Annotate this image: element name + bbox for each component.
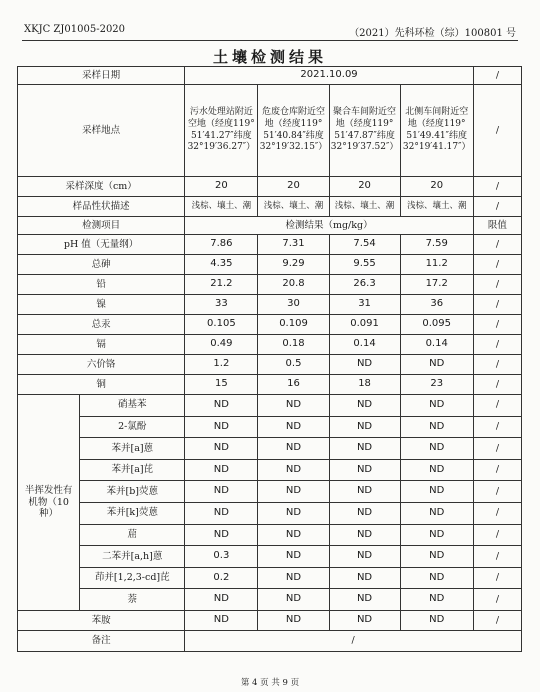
result-value: ND [258, 481, 329, 503]
result-value: ND [400, 438, 473, 460]
item-name: 苯并[k]荧蒽 [80, 502, 185, 524]
result-value: ND [400, 567, 473, 589]
limit-cell: / [473, 177, 521, 197]
result-value: 7.54 [329, 235, 400, 255]
label-test-item: 检测项目 [18, 217, 185, 235]
result-value: ND [400, 481, 473, 503]
result-value: ND [400, 610, 473, 630]
limit-value: / [473, 416, 521, 438]
result-value: ND [329, 546, 400, 568]
row-test-header [18, 217, 522, 235]
item-name: 䓛 [80, 524, 185, 546]
result-value: ND [185, 481, 258, 503]
result-value: ND [400, 589, 473, 611]
item-name: 镉 [18, 335, 185, 355]
label-test-result: 检测结果（mg/kg） [185, 217, 474, 235]
result-value: ND [258, 524, 329, 546]
result-value: ND [400, 459, 473, 481]
result-value: 0.5 [258, 355, 329, 375]
result-value: 9.29 [258, 255, 329, 275]
result-value: ND [185, 502, 258, 524]
group-label: 半挥发性有机物（10种） [18, 395, 80, 611]
result-value: ND [185, 589, 258, 611]
label-remarks: 备注 [18, 630, 185, 651]
table-row [18, 315, 522, 335]
item-name: 苯并[a]芘 [80, 459, 185, 481]
result-value: ND [400, 395, 473, 417]
limit-cell: / [473, 67, 521, 85]
item-name: 苯胺 [18, 610, 185, 630]
desc-3: 浅棕、壤土、潮 [329, 197, 400, 217]
result-value: ND [329, 524, 400, 546]
result-value: 20.8 [258, 275, 329, 295]
result-value: 0.109 [258, 315, 329, 335]
page-header [24, 24, 516, 40]
limit-value: / [473, 546, 521, 568]
result-value: ND [185, 524, 258, 546]
table-row [18, 459, 522, 481]
item-name: 茚并[1,2,3-cd]芘 [80, 567, 185, 589]
result-value: 21.2 [185, 275, 258, 295]
result-value: ND [258, 459, 329, 481]
result-value: 9.55 [329, 255, 400, 275]
item-name: 苯并[b]荧蒽 [80, 481, 185, 503]
item-name: 萘 [80, 589, 185, 611]
location-2: 危废仓库附近空地（经度119° 51′40.84″纬度32°19′32.15″） [258, 85, 329, 177]
result-value: 0.14 [400, 335, 473, 355]
result-value: ND [329, 481, 400, 503]
depth-2: 20 [258, 177, 329, 197]
result-value: 7.86 [185, 235, 258, 255]
result-value: 15 [185, 375, 258, 395]
table-row [18, 524, 522, 546]
table-row [18, 355, 522, 375]
row-sampling-location [18, 85, 522, 177]
report-number: （2021）先科环检（综）100801 号 [349, 28, 516, 39]
table-row [18, 275, 522, 295]
result-value: 0.18 [258, 335, 329, 355]
location-4: 北侧车间附近空地（经度119° 51′49.41″纬度32°19′41.17″） [400, 85, 473, 177]
result-value: 16 [258, 375, 329, 395]
table-row [18, 235, 522, 255]
label-sampling-location: 采样地点 [18, 85, 185, 177]
item-name: 总砷 [18, 255, 185, 275]
item-name: 2-氯酚 [80, 416, 185, 438]
limit-value: / [473, 524, 521, 546]
item-name: 镍 [18, 295, 185, 315]
result-value: ND [400, 355, 473, 375]
result-value: ND [258, 610, 329, 630]
limit-value: / [473, 459, 521, 481]
row-sampling-date [18, 67, 522, 85]
result-value: ND [329, 589, 400, 611]
result-value: 0.14 [329, 335, 400, 355]
result-value: 7.31 [258, 235, 329, 255]
result-value: ND [329, 502, 400, 524]
table-row [18, 589, 522, 611]
depth-3: 20 [329, 177, 400, 197]
limit-value: / [473, 275, 521, 295]
result-value: 0.49 [185, 335, 258, 355]
limit-value: / [473, 335, 521, 355]
result-value: ND [185, 610, 258, 630]
result-value: ND [185, 395, 258, 417]
limit-value: / [473, 395, 521, 417]
desc-4: 浅棕、壤土、潮 [400, 197, 473, 217]
row-remarks [18, 630, 522, 651]
result-value: 30 [258, 295, 329, 315]
result-value: ND [329, 355, 400, 375]
label-sampling-depth: 采样深度（cm） [18, 177, 185, 197]
limit-value: / [473, 355, 521, 375]
table-row [18, 567, 522, 589]
desc-2: 浅棕、壤土、潮 [258, 197, 329, 217]
table-row [18, 610, 522, 630]
label-sampling-date: 采样日期 [18, 67, 185, 85]
result-value: 11.2 [400, 255, 473, 275]
result-value: 26.3 [329, 275, 400, 295]
result-value: ND [329, 610, 400, 630]
limit-value: / [473, 235, 521, 255]
result-value: 7.59 [400, 235, 473, 255]
limit-cell: / [473, 197, 521, 217]
limit-value: / [473, 295, 521, 315]
limit-value: / [473, 567, 521, 589]
result-value: ND [400, 416, 473, 438]
result-value: ND [258, 546, 329, 568]
item-name: 总汞 [18, 315, 185, 335]
table-row [18, 546, 522, 568]
result-value: 0.091 [329, 315, 400, 335]
table-row [18, 438, 522, 460]
doc-code: XKJC ZJ01005-2020 [24, 24, 126, 35]
result-value: 0.2 [185, 567, 258, 589]
item-name: 六价铬 [18, 355, 185, 375]
result-value: 17.2 [400, 275, 473, 295]
result-value: 1.2 [185, 355, 258, 375]
table-row [18, 416, 522, 438]
result-value: 36 [400, 295, 473, 315]
remarks-value: / [185, 630, 522, 651]
result-value: 23 [400, 375, 473, 395]
result-value: ND [400, 546, 473, 568]
limit-value: / [473, 610, 521, 630]
soil-results-table [17, 66, 522, 652]
label-sample-desc: 样品性状描述 [18, 197, 185, 217]
table-row [18, 255, 522, 275]
limit-value: / [473, 481, 521, 503]
item-name: 苯并[a]蒽 [80, 438, 185, 460]
result-value: ND [185, 416, 258, 438]
location-3: 聚合车间附近空地（经度119° 51′47.87″纬度32°19′37.52″） [329, 85, 400, 177]
result-value: 0.095 [400, 315, 473, 335]
item-name: pH 值（无量纲） [18, 235, 185, 255]
item-name: 硝基苯 [80, 395, 185, 417]
result-value: ND [400, 502, 473, 524]
page-footer: 第 4 页 共 9 页 [240, 678, 300, 688]
result-value: ND [185, 459, 258, 481]
table-row [18, 295, 522, 315]
result-value: ND [329, 438, 400, 460]
depth-4: 20 [400, 177, 473, 197]
result-value: 0.3 [185, 546, 258, 568]
result-value: ND [329, 395, 400, 417]
item-name: 二苯并[a,h]蒽 [80, 546, 185, 568]
sampling-date: 2021.10.09 [185, 67, 474, 85]
page-title: 土壤检测结果 [212, 48, 327, 66]
table-row [18, 395, 522, 417]
result-value: 33 [185, 295, 258, 315]
table-row [18, 375, 522, 395]
limit-value: / [473, 589, 521, 611]
depth-1: 20 [185, 177, 258, 197]
result-value: ND [258, 438, 329, 460]
result-value: 0.105 [185, 315, 258, 335]
limit-cell: / [473, 85, 521, 177]
table-row [18, 502, 522, 524]
result-value: ND [258, 589, 329, 611]
limit-value: / [473, 375, 521, 395]
result-value: ND [400, 524, 473, 546]
item-name: 铜 [18, 375, 185, 395]
result-value: ND [329, 459, 400, 481]
row-sampling-depth [18, 177, 522, 197]
limit-value: / [473, 438, 521, 460]
table-row [18, 335, 522, 355]
result-value: ND [329, 567, 400, 589]
desc-1: 浅棕、壤土、潮 [185, 197, 258, 217]
result-value: ND [258, 502, 329, 524]
result-value: ND [258, 567, 329, 589]
table-row [18, 481, 522, 503]
row-sample-desc [18, 197, 522, 217]
result-value: ND [329, 416, 400, 438]
header-divider [22, 40, 518, 41]
item-name: 铅 [18, 275, 185, 295]
result-value: ND [258, 395, 329, 417]
limit-value: / [473, 315, 521, 335]
label-limit: 限值 [473, 217, 521, 235]
result-value: 18 [329, 375, 400, 395]
limit-value: / [473, 502, 521, 524]
result-value: ND [258, 416, 329, 438]
location-1: 污水处理站附近空地（经度119° 51′41.27″纬度32°19′36.27″） [185, 85, 258, 177]
result-value: ND [185, 438, 258, 460]
result-value: 31 [329, 295, 400, 315]
limit-value: / [473, 255, 521, 275]
result-value: 4.35 [185, 255, 258, 275]
